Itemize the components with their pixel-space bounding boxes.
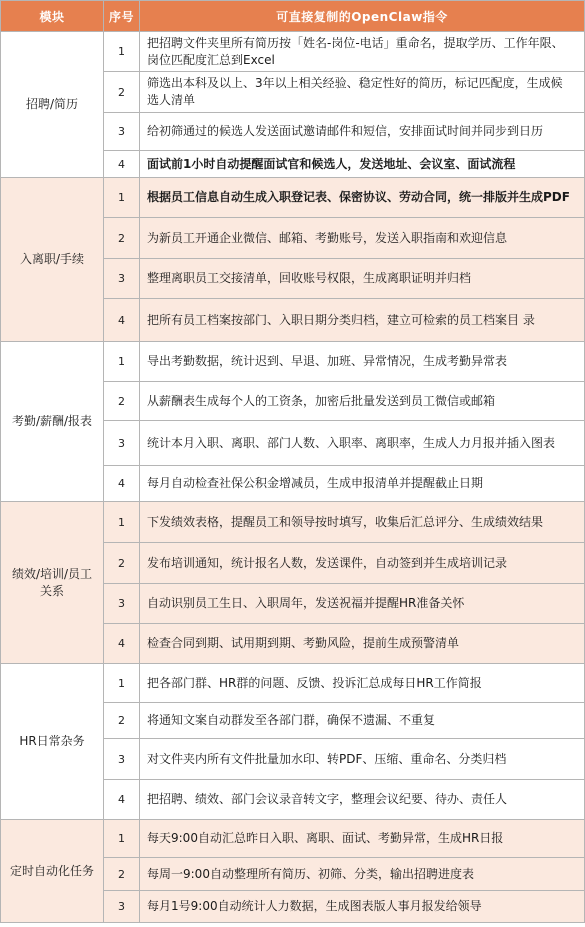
table-group (1, 342, 585, 502)
header-command: 可直接复制的OpenClaw指令 (140, 1, 585, 32)
table-group (1, 32, 585, 178)
row-number: 3 (104, 891, 140, 923)
row-number: 2 (104, 218, 140, 259)
row-number: 2 (104, 72, 140, 113)
table-row (1, 502, 585, 543)
row-number: 2 (104, 382, 140, 421)
row-number: 1 (104, 664, 140, 703)
row-number: 3 (104, 113, 140, 151)
table-row (1, 32, 585, 72)
command-text[interactable]: 把招聘、绩效、部门会议录音转文字，整理会议纪要、待办、责任人 (140, 780, 585, 820)
module-cell: 入离职/手续 (1, 178, 104, 342)
row-number: 1 (104, 342, 140, 382)
module-cell: 招聘/简历 (1, 32, 104, 178)
module-cell: 定时自动化任务 (1, 820, 104, 923)
row-number: 4 (104, 624, 140, 664)
command-text[interactable]: 为新员工开通企业微信、邮箱、考勤账号，发送入职指南和欢迎信息 (140, 218, 585, 259)
table-group (1, 664, 585, 820)
command-text[interactable]: 从薪酬表生成每个人的工资条，加密后批量发送到员工微信或邮箱 (140, 382, 585, 421)
command-text[interactable]: 自动识别员工生日、入职周年，发送祝福并提醒HR准备关怀 (140, 584, 585, 624)
row-number: 2 (104, 858, 140, 891)
module-cell: 绩效/培训/员工关系 (1, 502, 104, 664)
row-number: 2 (104, 703, 140, 739)
row-number: 3 (104, 259, 140, 299)
command-text[interactable]: 对文件夹内所有文件批量加水印、转PDF、压缩、重命名、分类归档 (140, 739, 585, 780)
command-text[interactable]: 面试前1小时自动提醒面试官和候选人，发送地址、会议室、面试流程 (140, 151, 585, 178)
table-row (1, 820, 585, 858)
row-number: 4 (104, 466, 140, 502)
row-number: 3 (104, 739, 140, 780)
row-number: 1 (104, 32, 140, 72)
row-number: 2 (104, 543, 140, 584)
row-number: 1 (104, 502, 140, 543)
row-number: 3 (104, 584, 140, 624)
command-text[interactable]: 下发绩效表格，提醒员工和领导按时填写，收集后汇总评分、生成绩效结果 (140, 502, 585, 543)
command-text[interactable]: 筛选出本科及以上、3年以上相关经验、稳定性好的简历，标记匹配度，生成候选人清单 (140, 72, 585, 113)
module-cell: 考勤/薪酬/报表 (1, 342, 104, 502)
command-text[interactable]: 给初筛通过的候选人发送面试邀请邮件和短信，安排面试时间并同步到日历 (140, 113, 585, 151)
command-text[interactable]: 整理离职员工交接清单，回收账号权限，生成离职证明并归档 (140, 259, 585, 299)
row-number: 4 (104, 151, 140, 178)
table-group (1, 502, 585, 664)
command-text[interactable]: 每月自动检查社保公积金增减员，生成申报清单并提醒截止日期 (140, 466, 585, 502)
command-text[interactable]: 检查合同到期、试用期到期、考勤风险，提前生成预警清单 (140, 624, 585, 664)
command-text[interactable]: 根据员工信息自动生成入职登记表、保密协议、劳动合同，统一排版并生成PDF (140, 178, 585, 218)
table-header (1, 1, 585, 32)
table-group (1, 178, 585, 342)
command-text[interactable]: 统计本月入职、离职、部门人数、入职率、离职率，生成人力月报并插入图表 (140, 421, 585, 466)
table-group (1, 820, 585, 923)
command-text[interactable]: 导出考勤数据，统计迟到、早退、加班、异常情况，生成考勤异常表 (140, 342, 585, 382)
row-number: 4 (104, 299, 140, 342)
table-row (1, 664, 585, 703)
command-text[interactable]: 每周一9:00自动整理所有简历、初筛、分类，输出招聘进度表 (140, 858, 585, 891)
row-number: 1 (104, 820, 140, 858)
row-number: 3 (104, 421, 140, 466)
header-index: 序号 (104, 1, 140, 32)
command-text[interactable]: 发布培训通知，统计报名人数，发送课件，自动签到并生成培训记录 (140, 543, 585, 584)
header-module: 模块 (1, 1, 104, 32)
command-text[interactable]: 每天9:00自动汇总昨日入职、离职、面试、考勤异常，生成HR日报 (140, 820, 585, 858)
command-text[interactable]: 每月1号9:00自动统计人力数据，生成图表版人事月报发给领导 (140, 891, 585, 923)
command-text[interactable]: 把所有员工档案按部门、入职日期分类归档，建立可检索的员工档案目 录 (140, 299, 585, 342)
command-text[interactable]: 将通知文案自动群发至各部门群，确保不遗漏、不重复 (140, 703, 585, 739)
module-cell: HR日常杂务 (1, 664, 104, 820)
table-row (1, 178, 585, 218)
row-number: 4 (104, 780, 140, 820)
command-text[interactable]: 把各部门群、HR群的问题、反馈、投诉汇总成每日HR工作简报 (140, 664, 585, 703)
row-number: 1 (104, 178, 140, 218)
table-row (1, 342, 585, 382)
command-text[interactable]: 把招聘文件夹里所有简历按「姓名-岗位-电话」重命名，提取学历、工作年限、岗位匹配度汇总到Excel (140, 32, 585, 72)
